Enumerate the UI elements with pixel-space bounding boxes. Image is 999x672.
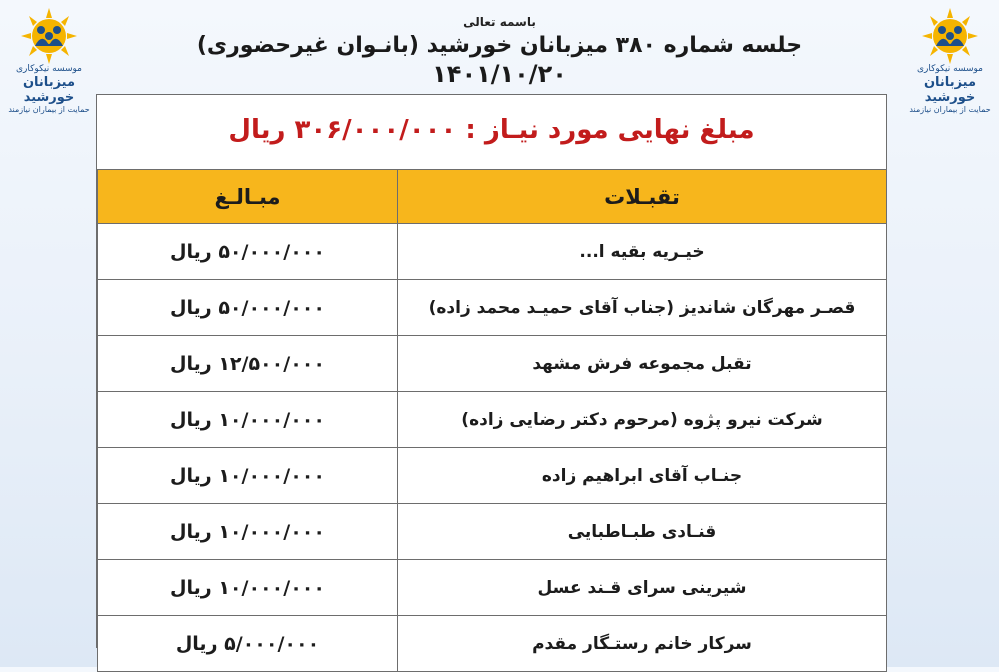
pledge-amount: ۱۰/۰۰۰/۰۰۰ ریال <box>98 448 398 504</box>
table-row <box>98 392 887 448</box>
pledge-name: قصـر مهرگان شاندیز (جناب آقای حمیـد محمد زاده) <box>398 280 887 336</box>
basmala: باسمه تعالی <box>463 15 536 29</box>
pledge-name: خیـریه بقیه ا... <box>398 224 887 280</box>
donations-panel <box>96 94 887 655</box>
table-row <box>98 336 887 392</box>
table-header-row <box>98 170 887 224</box>
pledge-amount: ۱۰/۰۰۰/۰۰۰ ریال <box>98 560 398 616</box>
column-header-amounts: مبـالـغ <box>98 170 398 224</box>
pledge-name: قنـادی طبـاطبایی <box>398 504 887 560</box>
logo-line1: موسسه نیکوکاری <box>917 64 983 74</box>
logo-line2: میزبانان خورشید <box>923 75 977 105</box>
pledge-amount: ۵۰/۰۰۰/۰۰۰ ریال <box>98 280 398 336</box>
pledge-name: شرکت نیرو پژوه (مرحوم دکتر رضایی زاده) <box>398 392 887 448</box>
pledge-name: سرکار خانم رستـگار مقدم <box>398 616 887 672</box>
pledge-amount: ۱۲/۵۰۰/۰۰۰ ریال <box>98 336 398 392</box>
total-required: مبلغ نهایی مورد نیـاز : ۳۰۶/۰۰۰/۰۰۰ ریال <box>228 115 755 145</box>
column-header-pledges: تقبـلات <box>398 170 887 224</box>
pledge-amount: ۱۰/۰۰۰/۰۰۰ ریال <box>98 392 398 448</box>
table-row <box>98 280 887 336</box>
pledge-name: شیرینی سرای قـند عسل <box>398 560 887 616</box>
logo-line2: میزبانان خورشید <box>22 75 76 105</box>
logo-line1: موسسه نیکوکاری <box>16 64 82 74</box>
table-row <box>98 504 887 560</box>
table-row <box>98 560 887 616</box>
logo-line3: حمایت از بیماران نیازمند <box>8 105 90 114</box>
pledge-name: جنـاب آقای ابراهیم زاده <box>398 448 887 504</box>
table-row <box>98 448 887 504</box>
pledge-amount: ۵۰/۰۰۰/۰۰۰ ریال <box>98 224 398 280</box>
table-row <box>98 224 887 280</box>
page-title: جلسه شماره ۳۸۰ میزبانان خورشید (بانـوان غیرحضوری) <box>196 33 803 58</box>
logo-line3: حمایت از بیماران نیازمند <box>909 105 991 114</box>
pledge-amount: ۱۰/۰۰۰/۰۰۰ ریال <box>98 504 398 560</box>
session-date: ۱۴۰۱/۱۰/۲۰ <box>432 60 567 88</box>
pledge-amount: ۵/۰۰۰/۰۰۰ ریال <box>98 616 398 672</box>
page-header <box>0 14 999 88</box>
table-row <box>98 616 887 672</box>
donations-table <box>97 169 887 672</box>
pledge-name: تقبل مجموعه فرش مشهد <box>398 336 887 392</box>
